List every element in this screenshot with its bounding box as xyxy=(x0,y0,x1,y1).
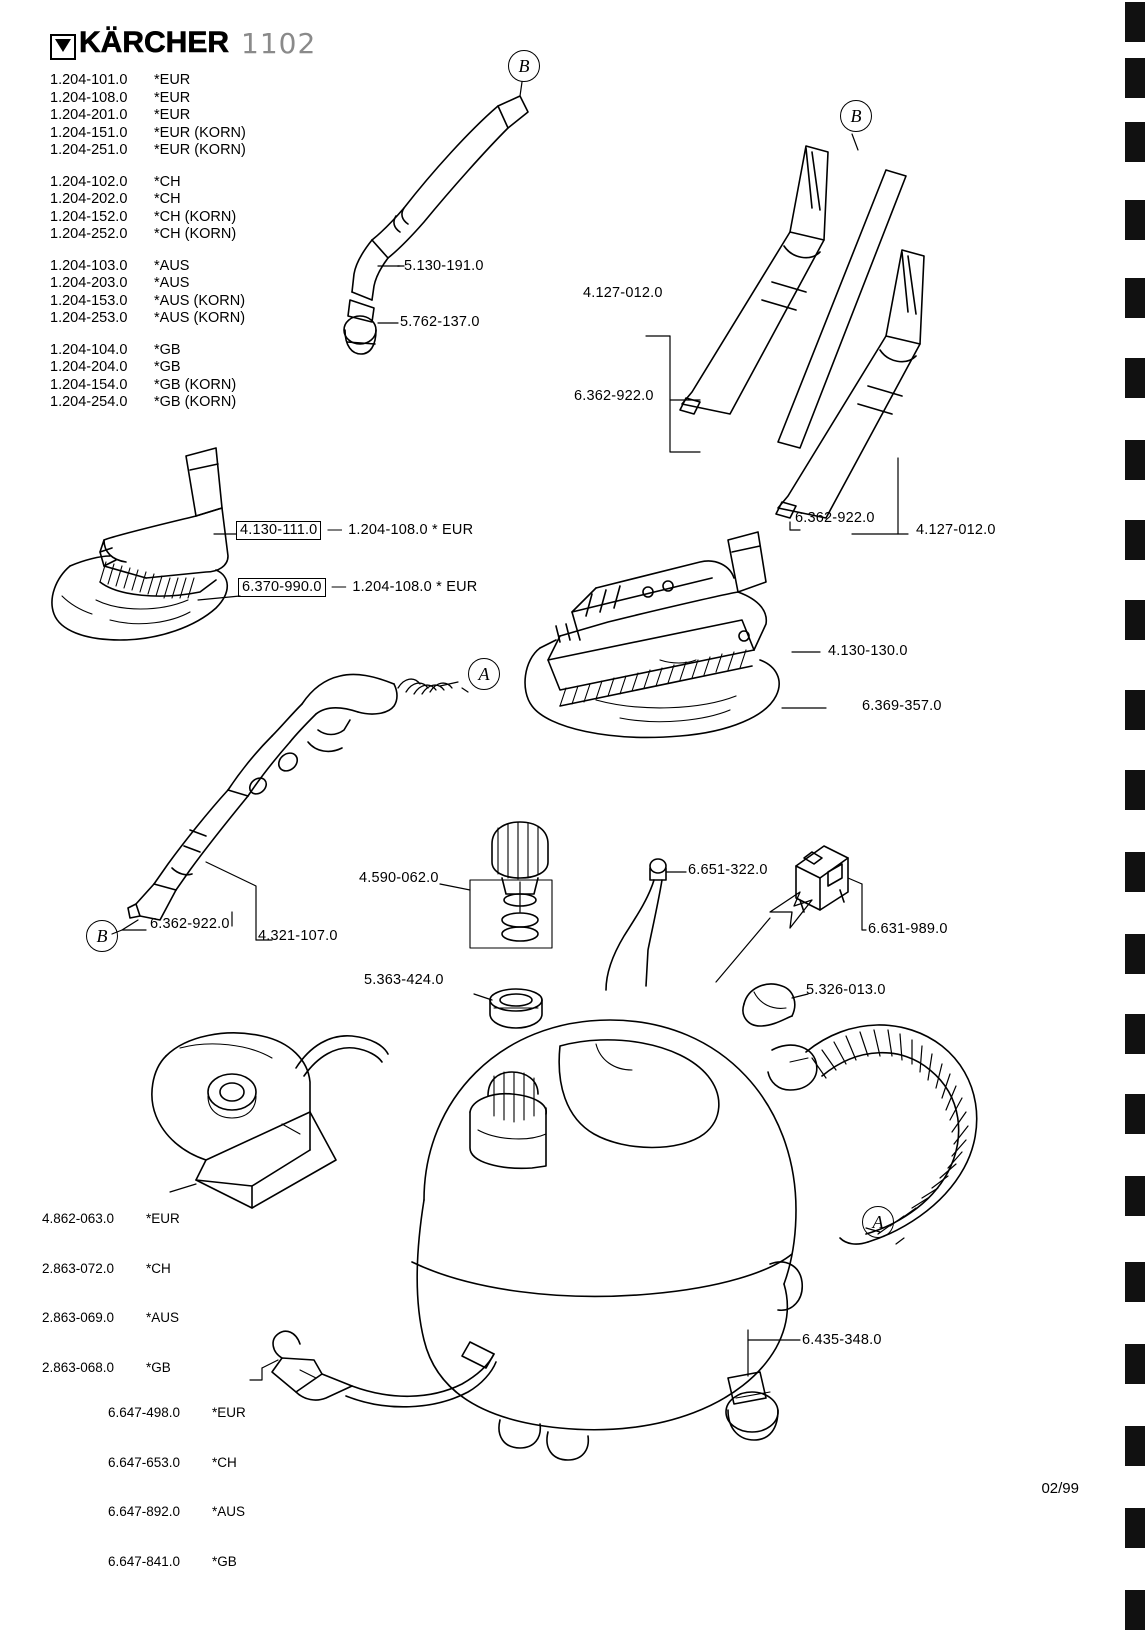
callout-indicator-lamp: 6.651-322.0 xyxy=(688,862,768,878)
iron-variant-line: 2.863-068.0 *GB xyxy=(42,1359,171,1375)
balloon-gun-end: B xyxy=(86,920,118,952)
karcher-diamond-logo xyxy=(50,34,79,60)
part-number-line: 1.204-152.0 *CH (KORN) xyxy=(50,208,237,225)
cord-variant-line: 6.647-653.0 *CH xyxy=(108,1454,237,1470)
callout-brush-head-variant: 1.204-108.0 * EUR xyxy=(348,522,474,538)
callout-cloth-row xyxy=(238,578,477,597)
edge-registration-mark xyxy=(1125,852,1145,892)
part-number-line: 1.204-104.0 *GB xyxy=(50,341,181,358)
iron-variant-line: 2.863-072.0 *CH xyxy=(42,1260,171,1276)
part-number-group-eur xyxy=(50,72,316,160)
edge-registration-mark xyxy=(1125,358,1145,398)
edge-registration-mark xyxy=(1125,1344,1145,1384)
part-number-line: 1.204-202.0 *CH xyxy=(50,191,181,207)
iron-variant-line: 2.863-069.0 *AUS xyxy=(42,1310,180,1325)
edge-registration-mark xyxy=(1125,2,1145,42)
balloon-hose-to-unit: A xyxy=(862,1206,894,1238)
cord-variant-line: 6.647-841.0 *GB xyxy=(108,1553,237,1569)
part-number-line: 1.204-103.0 *AUS xyxy=(50,257,190,274)
cord-variant-line: 6.647-498.0 *EUR xyxy=(108,1405,246,1420)
edge-registration-mark xyxy=(1125,1094,1145,1134)
callout-coupling-cover: 5.326-013.0 xyxy=(806,982,886,998)
edge-registration-mark xyxy=(1125,440,1145,480)
callout-cloth-variant: 1.204-108.0 * EUR xyxy=(352,579,478,595)
callout-tube-seal-left: 6.362-922.0 xyxy=(574,388,654,404)
balloon-hand-nozzle: B xyxy=(508,50,540,82)
dash-separator: — xyxy=(331,579,347,595)
edge-registration-mark xyxy=(1125,1014,1145,1054)
part-number-line: 1.204-102.0 *CH xyxy=(50,173,181,190)
edge-registration-mark xyxy=(1125,1426,1145,1466)
edge-registration-mark xyxy=(1125,520,1145,560)
callout-safety-cap: 4.590-062.0 xyxy=(359,870,439,886)
part-number-line: 1.204-253.0 *AUS (KORN) xyxy=(50,310,246,326)
model-number: 1102 xyxy=(241,27,317,60)
edge-registration-mark xyxy=(1125,58,1145,98)
part-number-line: 1.204-153.0 *AUS (KORN) xyxy=(50,292,246,309)
callout-cloth: 6.370-990.0 xyxy=(238,578,326,597)
edge-registration-mark xyxy=(1125,770,1145,810)
edge-registration-mark xyxy=(1125,1262,1145,1302)
part-number-group-ch xyxy=(50,174,316,244)
edge-registration-mark xyxy=(1125,1176,1145,1216)
callout-switch: 6.631-989.0 xyxy=(868,921,948,937)
edge-registration-mark xyxy=(1125,690,1145,730)
edge-registration-mark xyxy=(1125,122,1145,162)
callout-steam-gun: 4.321-107.0 xyxy=(258,928,338,944)
edge-registration-mark xyxy=(1125,1508,1145,1548)
part-number-line: 1.204-101.0 *EUR xyxy=(50,72,191,88)
part-number-line: 1.204-108.0 *EUR xyxy=(50,89,191,106)
part-number-line: 1.204-154.0 *GB (KORN) xyxy=(50,376,237,393)
callout-extension-tube-clip-bottom: 4.127-012.0 xyxy=(916,522,996,538)
part-number-group-aus xyxy=(50,258,316,328)
callout-caster: 6.435-348.0 xyxy=(802,1332,882,1348)
part-number-group-gb xyxy=(50,342,316,412)
callout-gun-seal: 6.362-922.0 xyxy=(150,916,230,932)
callout-tube-seal-right: 6.362-922.0 xyxy=(795,510,875,526)
title-block xyxy=(50,26,316,412)
edge-registration-mark xyxy=(1125,934,1145,974)
edge-registration-mark xyxy=(1125,1590,1145,1630)
edge-registration-mark xyxy=(1125,200,1145,240)
callout-extension-tube-clip-top: 4.127-012.0 xyxy=(583,285,663,301)
date-stamp: 02/99 xyxy=(1041,1480,1079,1497)
part-number-line: 1.204-254.0 *GB (KORN) xyxy=(50,394,237,410)
callout-brush-head: 4.130-111.0 xyxy=(236,521,321,540)
cord-variant-list xyxy=(108,1372,246,1603)
callout-brush-head-row xyxy=(236,521,473,540)
iron-variant-line: 4.862-063.0 *EUR xyxy=(42,1211,180,1226)
brand-name: KÄRCHER xyxy=(79,26,229,59)
edge-registration-mark xyxy=(1125,278,1145,318)
callout-nozzle-tip: 5.762-137.0 xyxy=(400,314,480,330)
part-number-line: 1.204-201.0 *EUR xyxy=(50,107,191,123)
part-number-line: 1.204-203.0 *AUS xyxy=(50,275,190,291)
edge-registration-mark xyxy=(1125,600,1145,640)
callout-floor-nozzle-cloth: 6.369-357.0 xyxy=(862,698,942,714)
callout-hand-nozzle: 5.130-191.0 xyxy=(404,258,484,274)
part-number-line: 1.204-252.0 *CH (KORN) xyxy=(50,226,237,242)
balloon-hose-to-gun: A xyxy=(468,658,500,690)
cord-variant-line: 6.647-892.0 *AUS xyxy=(108,1504,246,1519)
part-number-line: 1.204-204.0 *GB xyxy=(50,359,181,375)
dash-separator: — xyxy=(327,522,343,538)
part-number-line: 1.204-151.0 *EUR (KORN) xyxy=(50,124,246,141)
callout-floor-nozzle: 4.130-130.0 xyxy=(828,643,908,659)
balloon-tube-top: B xyxy=(840,100,872,132)
part-number-line: 1.204-251.0 *EUR (KORN) xyxy=(50,142,246,158)
callout-filler-neck: 5.363-424.0 xyxy=(364,972,444,988)
